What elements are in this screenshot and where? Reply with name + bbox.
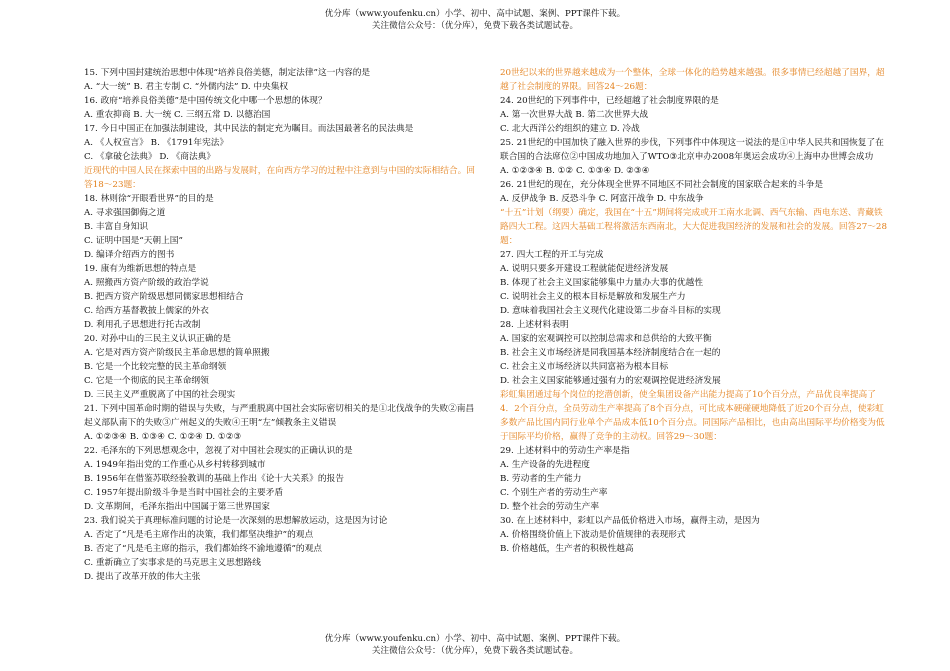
answer-options: D. 社会主义国家能够通过强有力的宏观调控促进经济发展	[500, 376, 721, 386]
answer-options: A. 寻求强国御侮之道	[84, 208, 166, 218]
question-stem: 26. 21世纪的现在，充分体现全世界不同地区不同社会制度的国家联合起来的斗争是	[500, 180, 824, 190]
material-passage: 近现代的中国人民在探索中国的出路与发展时，在向西方学习的过程中注意到与中国的实际相结合。回答18～23题：	[84, 166, 475, 190]
answer-options: B. 它是一个比较完整的民主革命纲领	[84, 362, 227, 372]
right-column	[500, 66, 890, 556]
answer-options: D. 整个社会的劳动生产率	[500, 502, 600, 512]
page-footer	[0, 633, 950, 657]
answer-options: A. ①②③④ B. ①③④ C. ①②④ D. ①②③	[84, 432, 242, 442]
answer-options: C. 1957年提出阶级斗争是当时中国社会的主要矛盾	[84, 488, 284, 498]
answer-options: A. 照搬西方资产阶级的政治学说	[84, 278, 209, 288]
answer-options: B. 劳动者的生产能力	[500, 474, 582, 484]
footer-line-1: 优分库（www.youfenku.cn）小学、初中、高中试题、案例、PPT课件下载。	[324, 634, 626, 644]
question-stem: 29. 上述材料中的劳动生产率是指	[500, 446, 630, 456]
answer-options: C. 给西方基督教披上儒家的外衣	[84, 306, 209, 316]
answer-options: A. 重农抑商 B. 大一统 C. 三纲五常 D. 以德治国	[84, 110, 271, 120]
material-passage: “十五”计划（纲要）确定，我国在“十五”期间将完成或开工南水北调、西气东输、西电东送、青藏铁路四大工程。这四大基础工程将激活东西南北，大大促进我国经济的发展和社会的发展。回答27～28题：	[500, 208, 887, 246]
question-stem: 18. 林则徐“开眼看世界”的目的是	[84, 194, 214, 204]
page-header	[0, 8, 950, 32]
answer-options: D. 文革期间，毛泽东指出中国属于第三世界国家	[84, 502, 270, 512]
footer-line-2: 关注微信公众号：（优分库），免费下载各类试题试卷。	[371, 646, 579, 656]
header-line-2: 关注微信公众号：（优分库），免费下载各类试题试卷。	[371, 21, 579, 31]
answer-options: A. 第一次世界大战 B. 第二次世界大战	[500, 110, 649, 120]
answer-options: A. ①②③④ B. ①② C. ①③④ D. ②③④	[500, 166, 650, 176]
answer-options: C. 说明社会主义的根本目标是解放和发展生产力	[500, 292, 686, 302]
answer-options: C. 社会主义市场经济以共同富裕为根本目标	[500, 362, 669, 372]
header-line-1: 优分库（www.youfenku.cn）小学、初中、高中试题、案例、PPT课件下载。	[324, 9, 626, 19]
answer-options: A. 说明只要多开建设工程就能促进经济发展	[500, 264, 669, 274]
left-column	[84, 66, 476, 584]
question-stem: 21. 下列中国革命时期的错误与失败，与严重脱离中国社会实际密切相关的是①北伐战争的失败②南昌起义部队南下的失败③广州起义的失败④王明“左”倾教条主义错误	[84, 404, 475, 428]
question-stem: 17. 今日中国正在加强法制建设，其中民法的制定充为瞩目。而法国最著名的民法典是	[84, 124, 414, 134]
question-stem: 16. 政府“培养良俗美德”是中国传统文化中哪一个思想的体现？	[84, 96, 327, 106]
answer-options: A. 生产设备的先进程度	[500, 460, 590, 470]
answer-options: A. “大一统” B. 君主专制 C. “外儒内法” D. 中央集权	[84, 82, 289, 92]
answer-options: A. 反伊战争 B. 反恐斗争 C. 阿富汗战争 D. 中东战争	[500, 194, 704, 204]
answer-options: C. 个别生产者的劳动生产率	[500, 488, 608, 498]
question-stem: 27. 四大工程的开工与完成	[500, 250, 604, 260]
answer-options: D. 利用孔子思想进行托古改制	[84, 320, 201, 330]
answer-options: A. 1949年指出党的工作重心从乡村转移到城市	[84, 460, 266, 470]
answer-options: C. 重新确立了实事求是的马克思主义思想路线	[84, 558, 261, 568]
answer-options: A. 它是对西方资产阶级民主革命思想的简单照搬	[84, 348, 270, 358]
answer-options: C. 证明中国是“天朝上国”	[84, 236, 183, 246]
answer-options: B. 否定了“凡是毛主席的指示，我们都始终不渝地遵循”的观点	[84, 544, 322, 554]
question-stem: 25. 21世纪的中国加快了融入世界的步伐，下列事件中体现这一说法的是①中华人民共和国恢复了在联合国的合法席位②中国成功地加入了WTO③北京申办2008年奥运会成功④上海申办世博会成功	[500, 138, 884, 162]
answer-options: B. 体现了社会主义国家能够集中力量办大事的优越性	[500, 278, 704, 288]
answer-options: B. 丰富自身知识	[84, 222, 149, 232]
answer-options: B. 把西方资产阶级思想同儒家思想相结合	[84, 292, 244, 302]
answer-options: A. 价格围绕价值上下波动是价值规律的表现形式	[500, 530, 686, 540]
answer-options: B. 社会主义市场经济是同我国基本经济制度结合在一起的	[500, 348, 721, 358]
answer-options: B. 1956年在借鉴苏联经验教训的基础上作出《论十大关系》的报告	[84, 474, 344, 484]
answer-options: D. 编译介绍西方的图书	[84, 250, 175, 260]
question-stem: 24. 20世纪的下列事件中，已经超越了社会制度界限的是	[500, 96, 719, 106]
answer-options: A. 《人权宣言》 B. 《1791年宪法》	[84, 138, 229, 148]
answer-options: D. 意味着我国社会主义现代化建设第二步奋斗目标的实现	[500, 306, 721, 316]
question-stem: 15. 下列中国封建统治思想中体现“培养良俗美德，制定法律”这一内容的是	[84, 68, 371, 78]
answer-options: A. 国家的宏观调控可以控制总需求和总供给的大致平衡	[500, 334, 712, 344]
answer-options: D. 三民主义严重脱离了中国的社会现实	[84, 390, 236, 400]
question-stem: 19. 康有为维新思想的特点是	[84, 264, 197, 274]
answer-options: B. 价格越低，生产者的积极性越高	[500, 544, 634, 554]
answer-options: D. 提出了改革开放的伟大主张	[84, 572, 201, 582]
material-passage: 20世纪以来的世界越来越成为一个整体，全球一体化的趋势越来越强。很多事情已经超越了国界，超越了社会制度的界限。回答24～26题：	[500, 68, 885, 92]
answer-options: C. 北大西洋公约组织的建立 D. 冷战	[500, 124, 640, 134]
question-stem: 28. 上述材料表明	[500, 320, 569, 330]
answer-options: A. 否定了“凡是毛主席作出的决策，我们都坚决维护”的观点	[84, 530, 314, 540]
question-stem: 30. 在上述材料中，彩虹以产品低价格进入市场，赢得主动，是因为	[500, 516, 760, 526]
question-stem: 20. 对孙中山的三民主义认识正确的是	[84, 334, 231, 344]
answer-options: C. 它是一个彻底的民主革命纲领	[84, 376, 209, 386]
question-stem: 23. 我们说关于真理标准问题的讨论是一次深刻的思想解放运动，这是因为讨论	[84, 516, 388, 526]
material-passage: 彩虹集团通过每个岗位的挖潜创新，使全集团设备产出能力提高了10个百分点，产品优良率提高了4．2个百分点，全员劳动生产率提高了8个百分点，可比成本硬碰硬地降低了近20个百分点，使彩虹多数产品比国内同行业单个产品成本低10个百分点。同国际产品相比，也由高出国际平均价格变为低于国际平均价格，赢得了竞争的主动权。回答29～30题：	[500, 390, 885, 442]
question-stem: 22. 毛泽东的下列思想观念中，忽视了对中国社会现实的正确认识的是	[84, 446, 353, 456]
answer-options: C. 《拿破仑法典》 D. 《商法典》	[84, 152, 216, 162]
